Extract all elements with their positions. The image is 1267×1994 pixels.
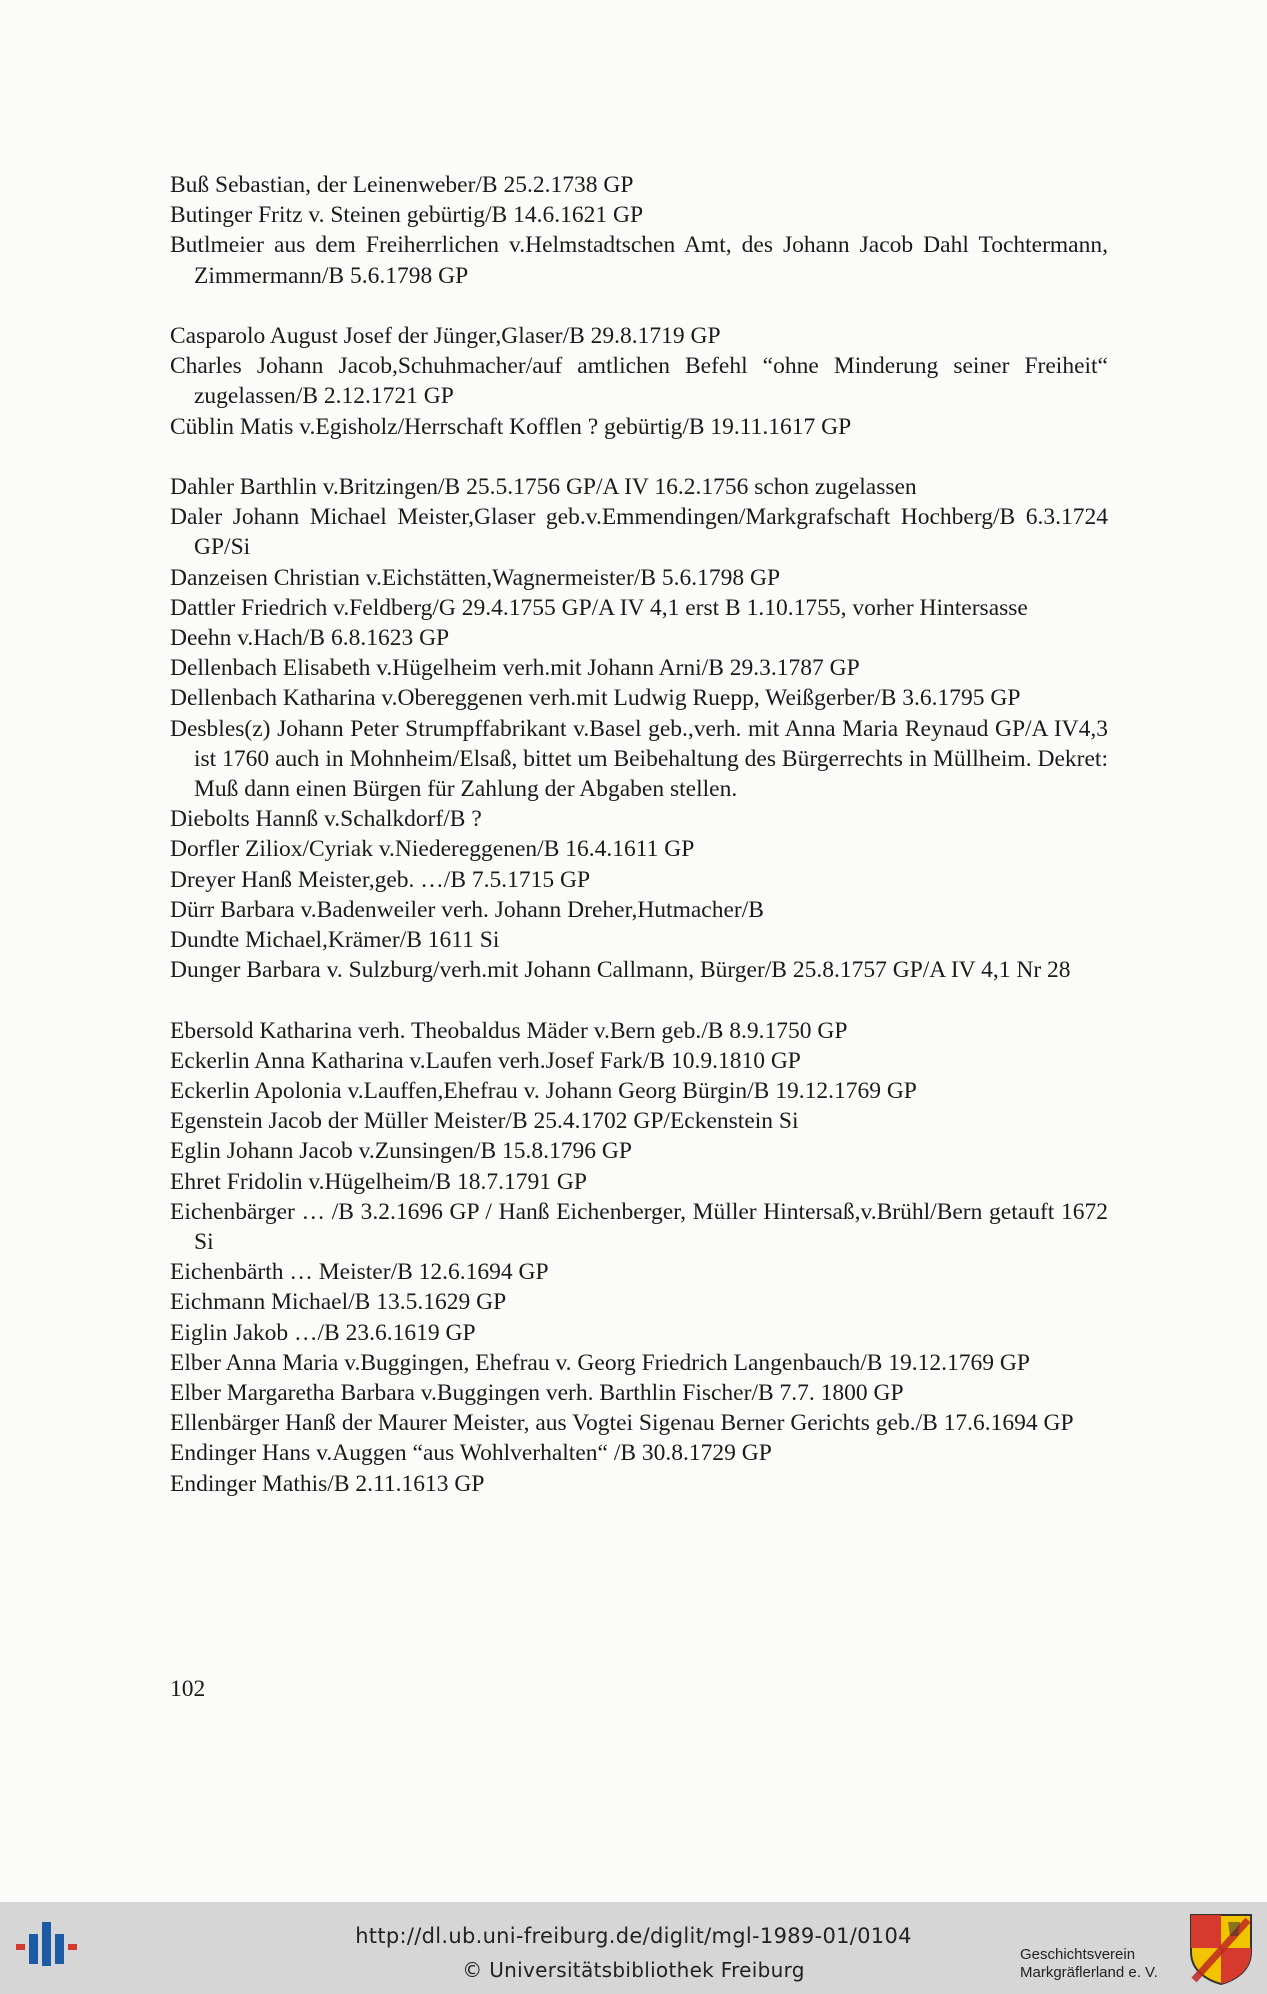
register-entry: Dahler Barthlin v.Britzingen/B 25.5.1756 GP/A IV 16.2.1756 schon zugelassen — [170, 474, 917, 500]
register-entry: Egenstein Jacob der Müller Meister/B 25.4.1702 GP/Eckenstein Si — [170, 1108, 799, 1135]
copyright-text: © Universitätsbibliothek Freiburg — [462, 1958, 805, 1982]
register-entry: Diebolts Hannß v.Schalkdorf/B ? — [170, 806, 482, 833]
register-entries — [170, 170, 1108, 1499]
register-entry: Buß Sebastian, der Leinenweber/B 25.2.1738 GP — [170, 172, 634, 198]
register-entry: Ebersold Katharina verh. Theobaldus Mäder v.Bern geb./B 8.9.1750 GP — [170, 1017, 848, 1044]
register-entry: Endinger Mathis/B 2.11.1613 GP — [170, 1470, 485, 1497]
register-entry: Dellenbach Elisabeth v.Hügelheim verh.mit Johann Arni/B 29.3.1787 GP — [170, 655, 860, 682]
register-entry: Dreyer Hanß Meister,geb. …/B 7.5.1715 GP — [170, 866, 591, 893]
register-entry: Daler Johann Michael Meister,Glaser geb.v.Emmendingen/Markgrafschaft Hochberg/B 6.3.1724 GP/Si — [170, 504, 1108, 561]
register-entry: Eichmann Michael/B 13.5.1629 GP — [170, 1289, 507, 1316]
register-entry: Deehn v.Hach/B 6.8.1623 GP — [170, 625, 450, 652]
register-entry: Eglin Johann Jacob v.Zunsingen/B 15.8.1796 GP — [170, 1138, 632, 1165]
entry-group-gap — [170, 291, 1108, 321]
register-entry: Dorfler Ziliox/Cyriak v.Niedereggenen/B 16.4.1611 GP — [170, 836, 695, 863]
register-entry: Desbles(z) Johann Peter Strumpffabrikant v.Basel geb.,verh. mit Anna Maria Reynaud GP/A IV4,3 ist 1760 auch in Mohnheim/Elsaß, bittet um Beibehaltung des Bürgerrechts in Müllheim. Dekret: Muß dann einen Bürgen für Zahlung der Abgaben stellen. — [170, 715, 1108, 803]
register-entry: Dunger Barbara v. Sulzburg/verh.mit Johann Callmann, Bürger/B 25.8.1757 GP/A IV 4,1 Nr 28 — [170, 957, 1071, 984]
register-entry: Endinger Hans v.Auggen “aus Wohlverhalten“ /B 30.8.1729 GP — [170, 1440, 772, 1467]
register-entry: Casparolo August Josef der Jünger,Glaser/B 29.8.1719 GP — [170, 323, 721, 349]
viewer-footer — [0, 1902, 1267, 1994]
coat-of-arms-icon[interactable] — [1188, 1912, 1254, 1986]
society-name-line2: Markgräflerland e. V. — [1020, 1964, 1158, 1981]
register-entry: Elber Anna Maria v.Buggingen, Ehefrau v. Georg Friedrich Langenbauch/B 19.12.1769 GP — [170, 1349, 1030, 1376]
register-entry: Eckerlin Anna Katharina v.Laufen verh.Josef Fark/B 10.9.1810 GP — [170, 1047, 801, 1074]
entry-group-gap — [170, 985, 1108, 1015]
register-entry: Dellenbach Katharina v.Obereggenen verh.mit Ludwig Ruepp, Weißgerber/B 3.6.1795 GP — [170, 685, 1021, 712]
register-entry: Butlmeier aus dem Freiherrlichen v.Helmstadtschen Amt, des Johann Jacob Dahl Tochtermann, Zimmermann/B 5.6.1798 GP — [170, 232, 1108, 289]
register-entry: Dundte Michael,Krämer/B 1611 Si — [170, 927, 500, 954]
register-entry: Butinger Fritz v. Steinen gebürtig/B 14.6.1621 GP — [170, 202, 644, 229]
register-entry: Eichenbärth … Meister/B 12.6.1694 GP — [170, 1259, 549, 1286]
source-url-link[interactable]: http://dl.ub.uni-freiburg.de/diglit/mgl-1989-01/0104 — [355, 1924, 912, 1948]
register-entry: Elber Margaretha Barbara v.Buggingen verh. Barthlin Fischer/B 7.7. 1800 GP — [170, 1380, 904, 1407]
register-entry: Cüblin Matis v.Egisholz/Herrschaft Kofflen ? gebürtig/B 19.11.1617 GP — [170, 413, 852, 440]
register-entry: Eichenbärger … /B 3.2.1696 GP / Hanß Eichenberger, Müller Hintersaß,v.Brühl/Bern getauft 1672 Si — [170, 1198, 1108, 1256]
register-entry: Eckerlin Apolonia v.Lauffen,Ehefrau v. Johann Georg Bürgin/B 19.12.1769 GP — [170, 1078, 917, 1105]
register-entry: Eiglin Jakob …/B 23.6.1619 GP — [170, 1319, 476, 1346]
register-entry: Dattler Friedrich v.Feldberg/G 29.4.1755 GP/A IV 4,1 erst B 1.10.1755, vorher Hintersasse — [170, 594, 1028, 621]
register-entry: Danzeisen Christian v.Eichstätten,Wagnermeister/B 5.6.1798 GP — [170, 564, 781, 591]
register-entry: Ehret Fridolin v.Hügelheim/B 18.7.1791 GP — [170, 1168, 587, 1195]
register-entry: Dürr Barbara v.Badenweiler verh. Johann Dreher,Hutmacher/B — [170, 896, 764, 923]
entry-group-gap — [170, 442, 1108, 472]
register-entry: Ellenbärger Hanß der Maurer Meister, aus Vogtei Sigenau Berner Gerichts geb./B 17.6.1694 GP — [170, 1410, 1074, 1437]
page-number: 102 — [170, 1676, 206, 1702]
register-entry: Charles Johann Jacob,Schuhmacher/auf amtlichen Befehl “ohne Minderung seiner Freiheit“ zugelassen/B 2.12.1721 GP — [170, 353, 1108, 410]
society-name-line1: Geschichtsverein — [1020, 1946, 1136, 1963]
society-name — [1020, 1946, 1158, 1982]
